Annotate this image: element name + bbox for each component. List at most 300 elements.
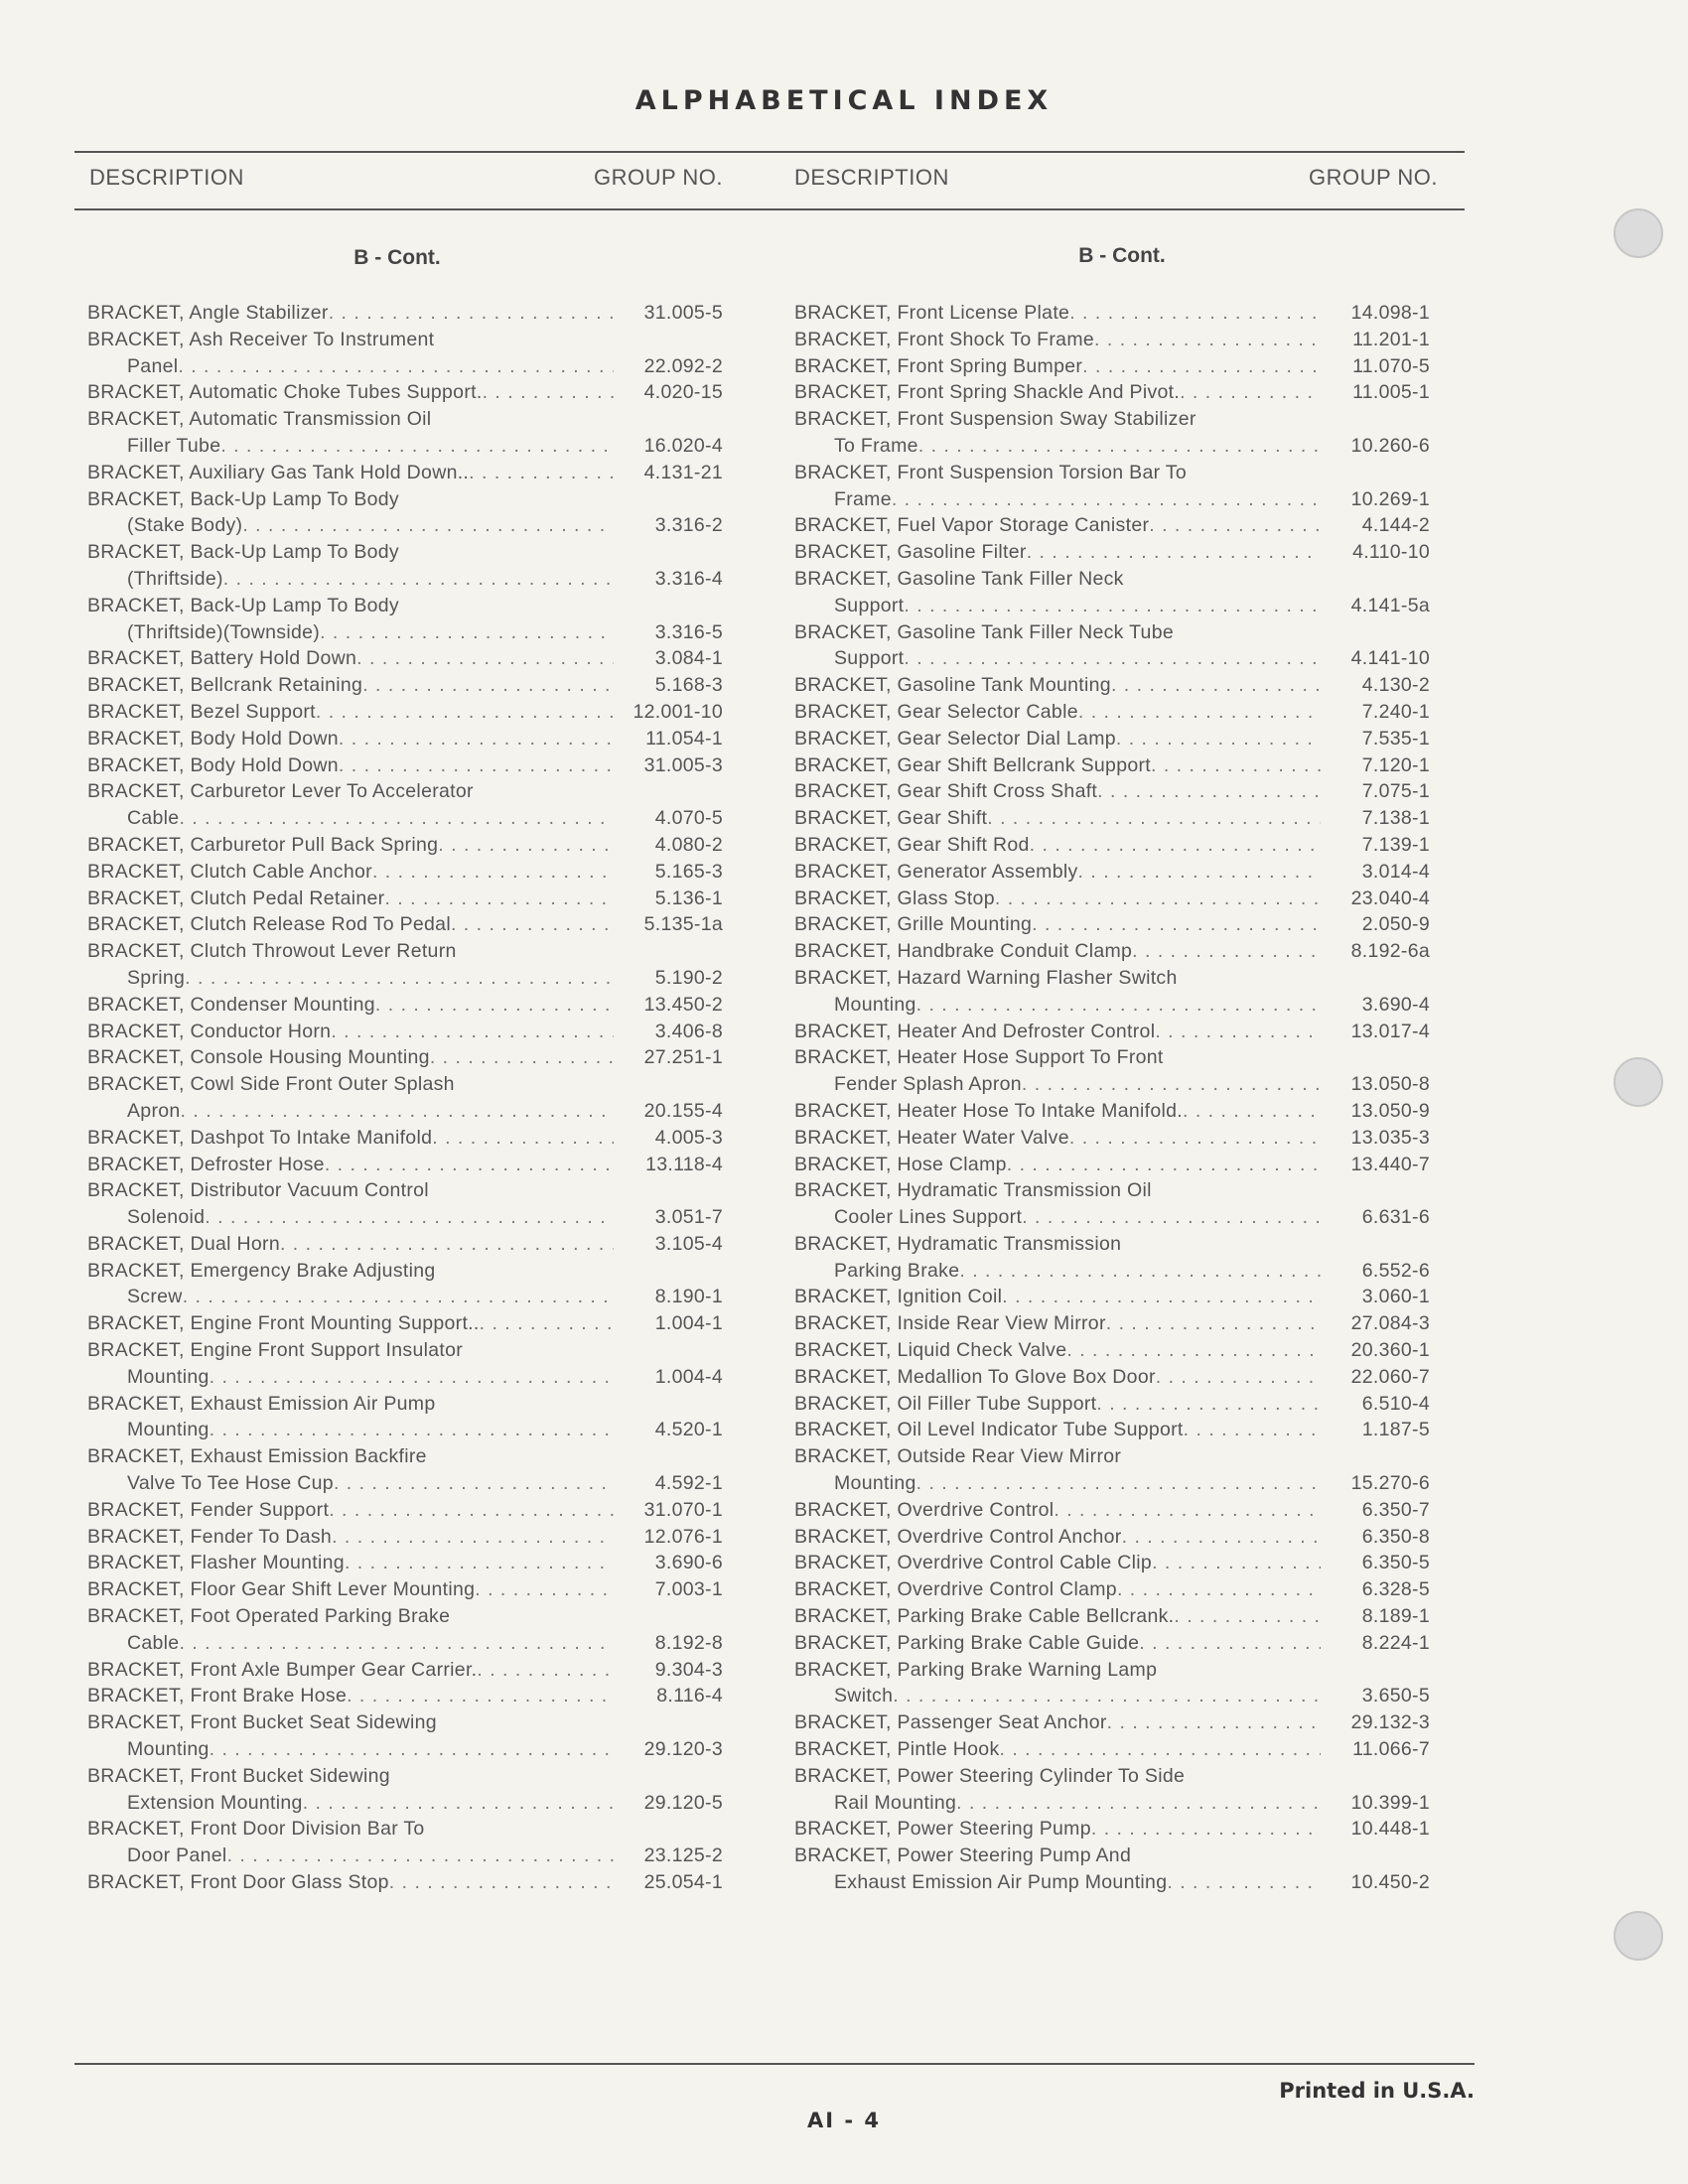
dot-leader — [183, 1284, 614, 1310]
entry-group-number: 5.135-1a — [643, 913, 723, 936]
index-entry — [794, 1284, 1430, 1310]
dot-leader — [956, 1790, 1321, 1817]
entry-group-number: 20.155-4 — [643, 1099, 723, 1122]
dot-leader — [345, 1550, 614, 1576]
entry-continuation-line — [794, 486, 1430, 513]
entry-group-number: 4.520-1 — [654, 1419, 723, 1441]
entry-description: BRACKET, Outside Rear View Mirror — [794, 1445, 1122, 1468]
entry-description: BRACKET, Floor Gear Shift Lever Mounting — [87, 1578, 476, 1601]
dot-leader — [347, 1683, 614, 1709]
entry-description: BRACKET, Fender Support — [87, 1498, 330, 1521]
index-entry — [87, 593, 723, 646]
index-entry — [794, 512, 1430, 539]
index-entry — [87, 911, 723, 938]
column-header-description-left: DESCRIPTION — [89, 165, 244, 190]
binder-hole-bottom — [1614, 1911, 1663, 1961]
entry-description: BRACKET, Heater Hose Support To Front — [794, 1046, 1164, 1069]
entry-group-number: 2.050-9 — [1361, 913, 1430, 936]
dot-leader — [1054, 1497, 1321, 1524]
index-entry — [87, 1443, 723, 1497]
entry-line — [87, 938, 723, 965]
entry-line — [794, 752, 1430, 779]
index-entry — [87, 645, 723, 672]
index-entry — [87, 1177, 723, 1231]
entry-continuation-line — [87, 1736, 723, 1763]
index-entry — [794, 1019, 1430, 1045]
dot-leader — [1022, 1071, 1321, 1098]
entry-description: BRACKET, Front Axle Bumper Gear Carrier. — [87, 1658, 478, 1681]
entry-description: BRACKET, Bellcrank Retaining — [87, 674, 363, 697]
entry-description: BRACKET, Flasher Mounting — [87, 1552, 345, 1574]
index-entry — [794, 699, 1430, 726]
dot-leader — [316, 699, 614, 726]
dot-leader — [1027, 539, 1321, 566]
index-entry — [794, 1524, 1430, 1551]
entry-line — [794, 911, 1430, 938]
entry-line — [794, 965, 1430, 992]
dot-leader — [1111, 672, 1321, 699]
section-heading-left: B - Cont. — [353, 246, 441, 269]
entry-description: BRACKET, Dual Horn — [87, 1232, 280, 1255]
entry-group-number: 13.050-8 — [1350, 1073, 1430, 1096]
dot-leader — [179, 805, 614, 832]
entry-continuation-line — [794, 1470, 1430, 1497]
entry-group-number: 4.070-5 — [654, 807, 723, 830]
dot-leader — [1082, 353, 1321, 380]
index-entry — [87, 460, 723, 486]
page-title: ALPHABETICAL INDEX — [634, 85, 1054, 116]
entry-line — [87, 1603, 723, 1630]
entry-description: Cable — [127, 807, 180, 830]
entry-line — [87, 460, 723, 486]
column-header-group-left: GROUP NO. — [594, 165, 724, 190]
entry-description: BRACKET, Overdrive Control Clamp — [794, 1578, 1117, 1601]
entry-group-number: 4.592-1 — [654, 1472, 723, 1495]
entry-line — [794, 1497, 1430, 1524]
dot-leader — [430, 1044, 614, 1071]
dot-leader — [1069, 300, 1321, 327]
entry-line — [87, 832, 723, 859]
index-entry — [794, 911, 1430, 938]
dot-leader — [334, 1470, 614, 1497]
index-entry — [87, 1391, 723, 1444]
entry-line — [87, 300, 723, 327]
dot-leader — [1132, 938, 1321, 965]
entry-group-number: 5.168-3 — [654, 674, 723, 697]
entry-description: BRACKET, Parking Brake Cable Guide — [794, 1631, 1140, 1654]
dot-leader — [181, 1098, 614, 1125]
entry-continuation-line — [87, 805, 723, 832]
index-entry — [87, 752, 723, 779]
entry-continuation-line — [87, 1417, 723, 1443]
entry-line — [794, 672, 1430, 699]
entry-line — [87, 1125, 723, 1152]
entry-continuation-line — [794, 1683, 1430, 1709]
index-entry — [794, 539, 1430, 566]
entry-line — [87, 1044, 723, 1071]
entry-description: BRACKET, Clutch Cable Anchor — [87, 860, 372, 883]
entry-description: Fender Splash Apron — [834, 1073, 1022, 1096]
entry-description: BRACKET, Distributor Vacuum Control — [87, 1179, 429, 1202]
entry-group-number: 1.187-5 — [1361, 1419, 1430, 1441]
dot-leader — [916, 992, 1321, 1019]
entry-description: BRACKET, Gear Selector Cable — [794, 700, 1078, 723]
entry-line — [794, 1364, 1430, 1391]
index-entry — [794, 619, 1430, 673]
dot-leader — [1066, 1337, 1321, 1364]
entry-description: BRACKET, Hazard Warning Flasher Switch — [794, 966, 1178, 989]
entry-continuation-line — [794, 1790, 1430, 1817]
dot-leader — [1116, 726, 1321, 752]
entry-line — [87, 1071, 723, 1098]
entry-group-number: 5.190-2 — [654, 966, 723, 989]
entry-line — [794, 460, 1430, 486]
dot-leader — [1180, 379, 1321, 406]
entry-line — [794, 1177, 1430, 1204]
entry-line — [794, 699, 1430, 726]
entry-description: BRACKET, Angle Stabilizer — [87, 302, 329, 324]
entry-description: Mounting — [834, 1472, 916, 1495]
entry-description: BRACKET, Front Shock To Frame — [794, 328, 1095, 350]
entry-group-number: 13.050-9 — [1350, 1099, 1430, 1122]
index-entry — [794, 1550, 1430, 1576]
entry-line — [87, 645, 723, 672]
entry-group-number: 6.350-8 — [1361, 1525, 1430, 1548]
entry-group-number: 4.005-3 — [654, 1126, 723, 1149]
index-entry — [794, 1576, 1430, 1603]
index-entry — [794, 1497, 1430, 1524]
index-entry — [87, 1683, 723, 1709]
entry-description: (Thriftside) — [127, 567, 223, 590]
entry-group-number: 7.139-1 — [1361, 833, 1430, 856]
entry-description: Mounting — [127, 1738, 210, 1761]
entry-line — [794, 1816, 1430, 1843]
index-entry — [794, 1310, 1430, 1337]
dot-leader — [480, 1310, 614, 1337]
entry-description: BRACKET, Power Steering Cylinder To Side — [794, 1764, 1186, 1787]
entry-line — [794, 512, 1430, 539]
index-entry — [87, 539, 723, 593]
index-entry — [794, 379, 1430, 406]
entry-group-number: 7.138-1 — [1361, 807, 1430, 830]
entry-line — [794, 327, 1430, 353]
entry-description: BRACKET, Automatic Transmission Oil — [87, 408, 432, 431]
dot-leader — [384, 886, 614, 912]
entry-description: BRACKET, Engine Front Support Insulator — [87, 1339, 464, 1362]
entry-line — [794, 353, 1430, 380]
index-entry — [794, 1603, 1430, 1630]
entry-line — [87, 992, 723, 1019]
entry-group-number: 4.131-21 — [643, 461, 723, 483]
entry-group-number: 7.120-1 — [1361, 753, 1430, 776]
footer-rule — [74, 2063, 1475, 2065]
entry-description: BRACKET, Condenser Mounting — [87, 993, 375, 1016]
dot-leader — [1151, 752, 1321, 779]
index-entry — [87, 1550, 723, 1576]
entry-description: BRACKET, Cowl Side Front Outer Splash — [87, 1073, 455, 1096]
entry-group-number: 7.535-1 — [1361, 727, 1430, 750]
entry-continuation-line — [87, 353, 723, 380]
dot-leader — [1000, 1736, 1322, 1763]
dot-leader — [1094, 327, 1321, 353]
entry-group-number: 3.690-4 — [1361, 993, 1430, 1016]
index-entry — [794, 566, 1430, 619]
entry-line — [794, 1125, 1430, 1152]
index-entry — [87, 1044, 723, 1071]
entry-line — [794, 1630, 1430, 1657]
dot-leader — [210, 1364, 614, 1391]
entry-line — [794, 1337, 1430, 1364]
entry-description: Filler Tube — [127, 434, 221, 457]
entry-description: BRACKET, Front Door Glass Stop — [87, 1871, 389, 1894]
entry-continuation-line — [87, 566, 723, 593]
dot-leader — [1106, 1310, 1321, 1337]
entry-description: BRACKET, Emergency Brake Adjusting — [87, 1259, 436, 1282]
entry-description: BRACKET, Auxiliary Gas Tank Hold Down.. — [87, 461, 470, 483]
dot-leader — [179, 1630, 614, 1657]
entry-group-number: 13.118-4 — [645, 1153, 723, 1175]
index-entry — [794, 327, 1430, 353]
entry-description: BRACKET, Parking Brake Cable Bellcrank. — [794, 1605, 1175, 1628]
entry-description: BRACKET, Engine Front Mounting Support.. — [87, 1312, 480, 1335]
entry-line — [87, 486, 723, 513]
entry-description: BRACKET, Bezel Support — [87, 700, 316, 723]
entry-description: BRACKET, Gear Shift Rod — [794, 833, 1030, 856]
entry-description: BRACKET, Front Brake Hose — [87, 1685, 348, 1707]
entry-description: BRACKET, Overdrive Control — [794, 1498, 1055, 1521]
entry-description: BRACKET, Oil Level Indicator Tube Support — [794, 1419, 1184, 1441]
index-entry — [794, 1417, 1430, 1443]
entry-line — [794, 886, 1430, 912]
dot-leader — [1069, 1125, 1321, 1152]
entry-description: BRACKET, Exhaust Emission Air Pump — [87, 1392, 436, 1415]
entry-line — [794, 1524, 1430, 1551]
entry-description: BRACKET, Gasoline Filter — [794, 541, 1027, 564]
entry-group-number: 13.017-4 — [1350, 1020, 1430, 1042]
dot-leader — [223, 566, 614, 593]
entry-line — [87, 859, 723, 886]
entry-description: BRACKET, Clutch Throwout Lever Return — [87, 940, 457, 963]
entry-line — [794, 1391, 1430, 1418]
dot-leader — [1184, 1417, 1321, 1443]
entry-line — [794, 300, 1430, 327]
dot-leader — [1167, 1869, 1321, 1896]
entry-description: Switch — [834, 1685, 894, 1707]
entry-description: BRACKET, Hose Clamp — [794, 1153, 1007, 1175]
entry-description: Valve To Tee Hose Cup — [127, 1472, 334, 1495]
entry-group-number: 6.510-4 — [1361, 1392, 1430, 1415]
dot-leader — [339, 726, 614, 752]
entry-group-number: 29.132-3 — [1350, 1711, 1430, 1734]
entry-continuation-line — [794, 593, 1430, 619]
entry-description: Mounting — [127, 1419, 210, 1441]
index-entry — [794, 1763, 1430, 1817]
dot-leader — [356, 645, 614, 672]
dot-leader — [339, 752, 614, 779]
entry-continuation-line — [87, 433, 723, 460]
index-entry — [794, 1816, 1430, 1843]
entry-group-number: 13.035-3 — [1350, 1126, 1430, 1149]
entry-description: BRACKET, Battery Hold Down — [87, 647, 357, 670]
entry-line — [794, 1443, 1430, 1470]
entry-description: BRACKET, Heater Hose To Intake Manifold. — [794, 1099, 1183, 1122]
dot-leader — [329, 300, 614, 327]
entry-line — [794, 1231, 1430, 1258]
index-entry — [794, 1125, 1430, 1152]
index-entry — [794, 1630, 1430, 1657]
dot-leader — [904, 645, 1321, 672]
entry-line — [794, 1709, 1430, 1736]
index-entry — [87, 992, 723, 1019]
entry-line — [87, 327, 723, 353]
dot-leader — [1096, 1391, 1321, 1418]
entry-description: Extension Mounting — [127, 1791, 303, 1814]
index-entry — [794, 859, 1430, 886]
entry-description: BRACKET, Gasoline Tank Filler Neck — [794, 567, 1124, 590]
index-entry — [87, 1657, 723, 1684]
entry-description: BRACKET, Inside Rear View Mirror — [794, 1312, 1106, 1335]
index-entry — [794, 1657, 1430, 1710]
index-entry — [794, 886, 1430, 912]
index-entry — [87, 1576, 723, 1603]
index-entry — [87, 300, 723, 327]
entry-description: BRACKET, Console Housing Mounting — [87, 1046, 430, 1069]
header-bottom-rule — [74, 208, 1465, 210]
entry-group-number: 4.080-2 — [654, 833, 723, 856]
entry-description: BRACKET, Back-Up Lamp To Body — [87, 541, 399, 564]
entry-description: To Frame — [834, 434, 918, 457]
entry-description: BRACKET, Gear Shift Cross Shaft — [794, 780, 1098, 803]
entry-group-number: 11.066-7 — [1352, 1738, 1430, 1761]
entry-line — [794, 1763, 1430, 1790]
entry-line — [87, 1683, 723, 1709]
entry-description: Mounting — [834, 993, 916, 1016]
entry-description: Panel — [127, 354, 179, 377]
index-entry — [87, 1071, 723, 1125]
entry-group-number: 29.120-3 — [643, 1738, 723, 1761]
dot-leader — [1149, 512, 1321, 539]
entry-line — [794, 1044, 1430, 1071]
dot-leader — [987, 805, 1321, 832]
dot-leader — [210, 1417, 614, 1443]
index-entry — [87, 726, 723, 752]
entry-continuation-line — [794, 1071, 1430, 1098]
dot-leader — [329, 1497, 614, 1524]
entry-line — [87, 1816, 723, 1843]
entry-group-number: 12.001-10 — [633, 700, 723, 723]
entry-group-number: 3.014-4 — [1361, 860, 1430, 883]
entry-description: Frame — [834, 487, 892, 510]
index-entry — [87, 1337, 723, 1391]
dot-leader — [892, 486, 1321, 513]
entry-group-number: 3.316-2 — [654, 514, 723, 537]
index-entry — [87, 406, 723, 460]
entry-description: BRACKET, Handbrake Conduit Clamp — [794, 940, 1133, 963]
entry-description: (Thriftside)(Townside) — [127, 620, 321, 643]
entry-group-number: 10.260-6 — [1350, 434, 1430, 457]
entry-description: BRACKET, Power Steering Pump — [794, 1818, 1091, 1841]
entry-group-number: 23.040-4 — [1350, 887, 1430, 909]
entry-group-number: 23.125-2 — [643, 1844, 723, 1867]
entry-description: Exhaust Emission Air Pump Mounting — [834, 1871, 1168, 1894]
entry-line — [794, 1550, 1430, 1576]
entry-description: BRACKET, Medallion To Glove Box Door — [794, 1365, 1156, 1388]
entry-description: BRACKET, Fuel Vapor Storage Canister — [794, 514, 1150, 537]
entry-group-number: 25.054-1 — [643, 1871, 723, 1894]
entry-description: BRACKET, Liquid Check Valve — [794, 1339, 1067, 1362]
entry-group-number: 22.092-2 — [643, 354, 723, 377]
entry-line — [794, 379, 1430, 406]
entry-line — [794, 938, 1430, 965]
entry-line — [87, 752, 723, 779]
dot-leader — [1022, 1204, 1321, 1231]
index-entry — [87, 1524, 723, 1551]
entry-group-number: 20.360-1 — [1350, 1339, 1430, 1362]
dot-leader — [904, 593, 1321, 619]
entry-continuation-line — [87, 512, 723, 539]
entry-description: BRACKET, Back-Up Lamp To Body — [87, 594, 399, 616]
dot-leader — [220, 433, 614, 460]
dot-leader — [451, 911, 614, 938]
entry-group-number: 5.165-3 — [654, 860, 723, 883]
index-entry — [87, 1152, 723, 1178]
dot-leader — [1078, 699, 1321, 726]
entry-description: BRACKET, Gear Shift Bellcrank Support — [794, 753, 1151, 776]
column-header-description-right: DESCRIPTION — [794, 165, 949, 190]
entry-group-number: 8.192-6a — [1350, 940, 1430, 963]
dot-leader — [995, 886, 1321, 912]
entry-description: BRACKET, Ash Receiver To Instrument — [87, 328, 435, 350]
index-entry — [794, 300, 1430, 327]
entry-continuation-line — [794, 433, 1430, 460]
dot-leader — [325, 1152, 614, 1178]
index-entry — [794, 1231, 1430, 1285]
entry-continuation-line — [87, 1284, 723, 1310]
entry-description: BRACKET, Glass Stop — [794, 887, 995, 909]
entry-line — [87, 1709, 723, 1736]
dot-leader — [1139, 1630, 1321, 1657]
entry-description: BRACKET, Front Spring Shackle And Pivot. — [794, 381, 1181, 404]
index-column-left — [87, 300, 723, 1896]
entry-line — [87, 672, 723, 699]
entry-description: BRACKET, Fender To Dash — [87, 1525, 333, 1548]
entry-group-number: 3.650-5 — [1361, 1685, 1430, 1707]
dot-leader — [372, 859, 614, 886]
dot-leader — [227, 1843, 614, 1869]
entry-description: BRACKET, Passenger Seat Anchor — [794, 1711, 1107, 1734]
entry-description: BRACKET, Overdrive Control Anchor — [794, 1525, 1122, 1548]
entry-description: BRACKET, Hydramatic Transmission Oil — [794, 1179, 1152, 1202]
dot-leader — [1032, 911, 1321, 938]
dot-leader — [469, 460, 614, 486]
entry-group-number: 11.005-1 — [1352, 381, 1430, 404]
entry-continuation-line — [794, 992, 1430, 1019]
dot-leader — [178, 353, 614, 380]
entry-line — [87, 1177, 723, 1204]
entry-description: BRACKET, Exhaust Emission Backfire — [87, 1445, 427, 1468]
dot-leader — [1107, 1709, 1321, 1736]
entry-description: Cooler Lines Support — [834, 1206, 1023, 1229]
entry-group-number: 3.060-1 — [1361, 1286, 1430, 1308]
index-entry — [87, 778, 723, 832]
entry-description: BRACKET, Front License Plate — [794, 302, 1070, 324]
entry-description: BRACKET, Overdrive Control Cable Clip — [794, 1552, 1153, 1574]
dot-leader — [1097, 778, 1321, 805]
entry-line — [87, 593, 723, 619]
entry-line — [87, 778, 723, 805]
entry-continuation-line — [87, 1843, 723, 1869]
entry-group-number: 8.116-4 — [656, 1685, 723, 1707]
